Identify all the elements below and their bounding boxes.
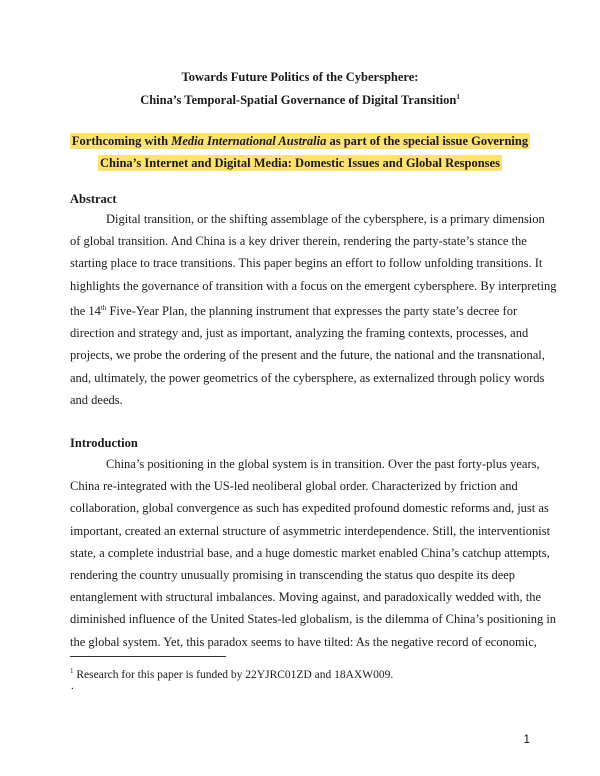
abstract-line: projects, we probe the ordering of the present and the future, the national and the transnational,: [70, 348, 545, 363]
abstract-line: of global transition. And China is a key driver therein, rendering the party-state’s stance the: [70, 234, 527, 249]
intro-line: diminished influence of the United States-led globalism, is the dilemma of China’s positioning in: [70, 612, 557, 627]
title-line-1: Towards Future Politics of the Cybersphere:: [181, 70, 419, 84]
abstract-line: starting place to trace transitions. This paper begins an effort to follow unfolding transitions. It: [70, 256, 543, 271]
footnote-text: Research for this paper is funded by 22YJRC01ZD and 18AXW009.: [73, 668, 394, 681]
forthcoming-line-1: [0, 130, 600, 152]
abstract-line-five-year-plan: [70, 297, 530, 322]
abstract-line: Digital transition, or the shifting assemblage of the cybersphere, is a primary dimension: [106, 212, 545, 226]
forthcoming-prefix: Forthcoming with: [71, 134, 172, 148]
abstract-line: highlights the governance of transition with a focus on the emergent cybersphere. By interpreting: [70, 278, 557, 293]
abstract-line: and, ultimately, the power geometrics of the cybersphere, as externalized through policy words: [70, 370, 545, 385]
abstract-line-text: Five-Year Plan, the planning instrument that expresses the party state’s decree for: [106, 303, 518, 318]
title-line-2: [0, 87, 600, 110]
intro-line: collaboration, global convergence as such has expedited profound domestic reforms and, just as: [70, 501, 549, 516]
page-number: 1: [523, 732, 530, 746]
journal-name: Media International Australia: [171, 134, 327, 148]
introduction-body: [70, 453, 557, 653]
abstract-heading: Abstract: [70, 192, 117, 206]
forthcoming-line-2-text: China’s Internet and Digital Media: Domestic Issues and Global Responses: [100, 156, 500, 170]
intro-line: rendering the country unusually promising in transcending the status quo despite its deep: [70, 568, 516, 583]
forthcoming-note: [0, 130, 600, 174]
title-footnote-ref[interactable]: 1: [456, 93, 460, 101]
footnote-marker: 1: [70, 667, 74, 675]
abstract-line: direction and strategy and, just as important, analyzing the framing contexts, processes, and: [70, 326, 529, 341]
intro-line: important, created an external structure of asymmetric interdependence. Still, the interventionist: [70, 523, 551, 538]
abstract-line-text: the 14: [70, 303, 101, 318]
paper-title: [0, 67, 600, 110]
intro-line: the global system. Yet, this paradox seems to have tilted: As the negative record of economic,: [70, 634, 537, 649]
forthcoming-suffix: as part of the special issue Governing: [326, 134, 529, 148]
footnote-trailing-mark: .: [71, 680, 74, 692]
title-line-2-text: China’s Temporal-Spatial Governance of Digital Transition: [140, 93, 457, 108]
intro-line: state, a complete industrial base, and a huge domestic market enabled China’s catchup attempts,: [70, 545, 550, 560]
abstract-body: [70, 208, 557, 411]
ordinal-suffix: th: [100, 303, 107, 312]
intro-line: China’s positioning in the global system is in transition. Over the past forty-plus years,: [106, 457, 540, 471]
footnote-divider: [70, 656, 226, 657]
intro-line: China re-integrated with the US-led neoliberal global order. Characterized by friction and: [70, 479, 518, 494]
forthcoming-line-2: [0, 152, 600, 174]
introduction-heading: Introduction: [70, 436, 138, 450]
abstract-line: and deeds.: [70, 392, 123, 407]
intro-line: entanglement with structural imbalances. Moving against, and paradoxically wedded with, the: [70, 590, 542, 605]
footnote: [70, 664, 393, 682]
